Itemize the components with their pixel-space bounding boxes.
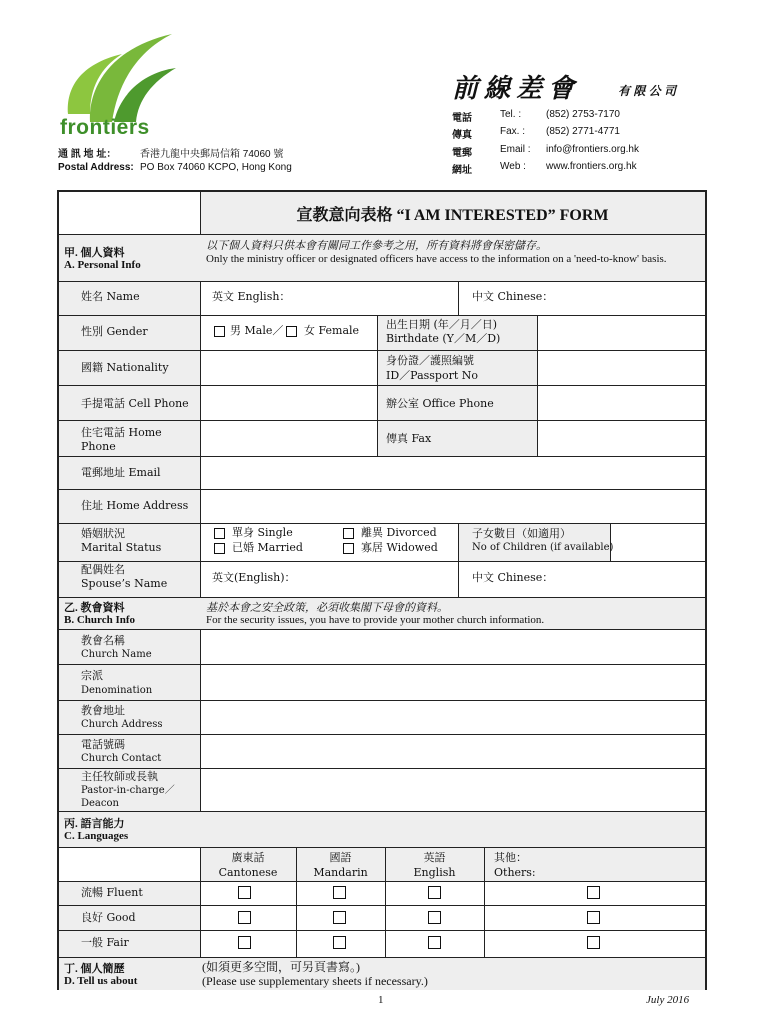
- divorced-label: 離異 Divorced: [361, 526, 437, 539]
- spouse-label-en: Spouse’s Name: [81, 577, 168, 590]
- female-checkbox[interactable]: [286, 326, 297, 337]
- form-title: 宣教意向表格 “I AM INTERESTED” FORM: [296, 207, 609, 224]
- sectionA-title-zh: 甲. 個人資料: [64, 247, 125, 259]
- sectionB-title-zh: 乙. 教會資料: [64, 602, 125, 614]
- fluent-cantonese-checkbox[interactable]: [238, 886, 251, 899]
- name-label: 姓名 Name: [81, 290, 140, 303]
- fair-others-checkbox[interactable]: [587, 936, 600, 949]
- name-zh-field[interactable]: 中文 Chinese：: [472, 290, 554, 303]
- fax-en: Fax. :: [500, 126, 526, 137]
- lang-cantonese-en: Cantonese: [218, 866, 278, 879]
- sectionC-title-en: C. Languages: [64, 830, 129, 842]
- good-mandarin-checkbox[interactable]: [333, 911, 346, 924]
- tel-zh: 電話: [452, 113, 472, 124]
- married-label: 已婚 Married: [232, 541, 303, 554]
- gender-label: 性別 Gender: [81, 325, 148, 338]
- single-checkbox[interactable]: [214, 528, 225, 539]
- female-label: 女 Female: [304, 324, 360, 337]
- church-name-label-zh: 教會名稱: [81, 634, 125, 647]
- footer-date: July 2016: [646, 994, 690, 1006]
- fair-mandarin-checkbox[interactable]: [333, 936, 346, 949]
- sectionA-title-en: A. Personal Info: [64, 259, 141, 271]
- level-fluent-label: 流暢 Fluent: [81, 886, 143, 899]
- lang-mandarin-zh: 國語: [329, 851, 352, 864]
- fair-cantonese-checkbox[interactable]: [238, 936, 251, 949]
- married-checkbox[interactable]: [214, 543, 225, 554]
- fluent-mandarin-checkbox[interactable]: [333, 886, 346, 899]
- web-en: Web :: [500, 161, 526, 172]
- male-checkbox[interactable]: [214, 326, 225, 337]
- birthdate-label-zh: 出生日期 (年／月／日): [386, 318, 498, 331]
- spouse-label-zh: 配偶姓名: [81, 563, 125, 576]
- fluent-english-checkbox[interactable]: [428, 886, 441, 899]
- sectionB-note-zh: 基於本會之安全政策，必須收集閣下母會的資料。: [206, 602, 448, 614]
- lang-others-zh: 其他：: [494, 851, 527, 864]
- sectionB-note-en: For the security issues, you have to provide your mother church information.: [206, 614, 545, 626]
- church-contact-label-zh: 電話號碼: [81, 738, 125, 751]
- postal-label: Postal Address:: [58, 162, 134, 173]
- sectionD-note-zh: (如須更多空間，可另頁書寫。): [202, 960, 360, 974]
- church-contact-label-en: Church Contact: [81, 753, 162, 764]
- tel-en: Tel. :: [500, 109, 522, 120]
- male-label: 男 Male／: [230, 324, 284, 337]
- web-value: www.frontiers.org.hk: [546, 161, 637, 172]
- lang-mandarin-en: Mandarin: [313, 866, 368, 879]
- id-label-zh: 身份證／護照編號: [386, 354, 474, 367]
- single-label: 單身 Single: [232, 526, 293, 539]
- widowed-checkbox[interactable]: [343, 543, 354, 554]
- email-zh: 電郵: [452, 148, 472, 159]
- org-name: 前線差會: [452, 73, 581, 103]
- pastor-label-en: Pastor-in-charge／: [81, 785, 175, 796]
- sectionA-note-en: Only the ministry officer or designated officers have access to the information on a 'need-to-know' basis.: [206, 253, 667, 265]
- page-number: 1: [378, 994, 384, 1006]
- cell-phone-label: 手提電話 Cell Phone: [81, 397, 189, 410]
- address-value: 香港九龍中央郵局信箱 74060 號: [140, 149, 284, 160]
- address-label: 通 訊 地 址：: [58, 149, 117, 160]
- lang-cantonese-zh: 廣東話: [231, 851, 265, 864]
- fax-label: 傳真 Fax: [386, 432, 432, 445]
- widowed-label: 寡居 Widowed: [361, 541, 438, 554]
- email-value: info@frontiers.org.hk: [546, 144, 639, 155]
- email-en: Email :: [500, 144, 531, 155]
- home-address-label: 住址 Home Address: [81, 499, 189, 512]
- lang-english-zh: 英語: [423, 851, 446, 864]
- sectionD-note-en: (Please use supplementary sheets if necessary.): [202, 974, 428, 988]
- children-label-en: No of Children (if available): [472, 542, 614, 553]
- home-phone-label-en: Phone: [81, 440, 116, 453]
- fair-english-checkbox[interactable]: [428, 936, 441, 949]
- sectionD-title-en: D. Tell us about: [64, 975, 138, 987]
- marital-label-zh: 婚姻狀況: [81, 527, 125, 540]
- good-english-checkbox[interactable]: [428, 911, 441, 924]
- sectionD-title-zh: 丁. 個人簡歷: [64, 963, 125, 975]
- sectionB-title-en: B. Church Info: [64, 614, 136, 626]
- logo-text: frontiers: [60, 116, 150, 139]
- level-good-label: 良好 Good: [81, 911, 136, 924]
- good-others-checkbox[interactable]: [587, 911, 600, 924]
- birthdate-label-en: Birthdate (Y／M／D): [386, 332, 501, 345]
- fax-value: (852) 2771-4771: [546, 126, 620, 137]
- fluent-others-checkbox[interactable]: [587, 886, 600, 899]
- divorced-checkbox[interactable]: [343, 528, 354, 539]
- tel-value: (852) 2753-7170: [546, 109, 620, 120]
- church-name-label-en: Church Name: [81, 649, 152, 660]
- id-label-en: ID／Passport No: [386, 369, 479, 382]
- children-label-zh: 子女數目（如適用）: [472, 527, 571, 540]
- good-cantonese-checkbox[interactable]: [238, 911, 251, 924]
- frontiers-logo-icon: [60, 28, 180, 124]
- church-address-label-zh: 教會地址: [81, 704, 125, 717]
- denomination-label-zh: 宗派: [81, 669, 103, 682]
- lang-others-en: Others:: [494, 866, 536, 879]
- office-phone-label: 辦公室 Office Phone: [386, 397, 494, 410]
- church-address-label-en: Church Address: [81, 719, 163, 730]
- spouse-zh-field[interactable]: 中文 Chinese：: [472, 571, 554, 584]
- pastor-label-zh: 主任牧師或長執: [81, 770, 158, 783]
- fax-zh: 傳真: [452, 130, 472, 141]
- home-phone-label-zh: 住宅電話 Home: [81, 426, 162, 439]
- nationality-label: 國籍 Nationality: [81, 361, 169, 374]
- org-suffix: 有 限 公 司: [618, 84, 677, 98]
- web-zh: 網址: [452, 165, 472, 176]
- pastor-label-en2: Deacon: [81, 798, 119, 809]
- sectionA-note-zh: 以下個人資料只供本會有關同工作參考之用，所有資料將會保密儲存。: [206, 240, 547, 252]
- spouse-en-field[interactable]: 英文(English)：: [212, 571, 296, 584]
- level-fair-label: 一般 Fair: [81, 936, 129, 949]
- lang-english-en: English: [413, 866, 456, 879]
- marital-label-en: Marital Status: [81, 541, 162, 554]
- sectionC-shade: [57, 811, 705, 847]
- sectionC-title-zh: 丙. 語言能力: [64, 818, 125, 830]
- denomination-label-en: Denomination: [81, 685, 153, 696]
- name-en-field[interactable]: 英文 English：: [212, 290, 291, 303]
- email-label: 電郵地址 Email: [81, 466, 161, 479]
- postal-value: PO Box 74060 KCPO, Hong Kong: [140, 162, 292, 173]
